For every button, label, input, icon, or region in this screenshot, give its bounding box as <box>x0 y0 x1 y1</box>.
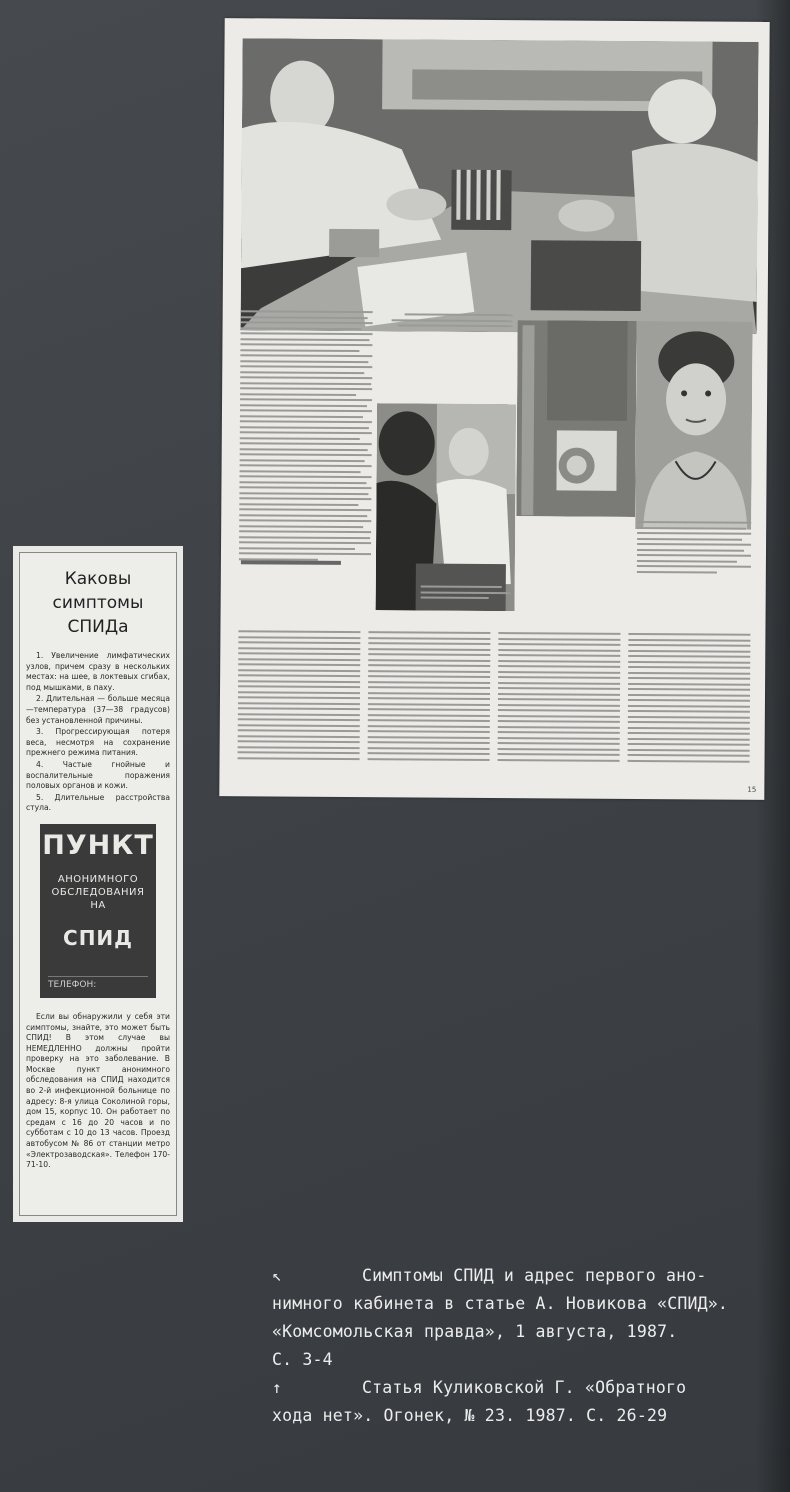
article-bottom-columns <box>237 630 750 784</box>
figure-captions <box>272 1262 772 1430</box>
punkt-subtitle-line: АНОНИМНОГО <box>57 873 139 885</box>
magazine-page <box>219 18 769 800</box>
heading-line: симптомы <box>52 593 144 613</box>
heading-line: СПИДа <box>67 617 129 637</box>
caption-text-lines <box>637 521 751 577</box>
clipping-body-text: Если вы обнаружили у себя эти симптомы, знайте, это может быть СПИД! В этом случае вы НЕМЕДЛЕННО должны пройти проверку на это заболевание. В Москве пункт анонимного обследования на СПИД находится во 2-й инфекционной больнице по адресу: 8-я улица Соколиной горы, дом 15, корпус 10. Он работает по средам с 16 до 20 часов и по субботам с 10 до 13 часов. Проезд автобусом № 86 от станции метро «Электрозаводская». Телефон 170-71-10. <box>26 1011 170 1170</box>
caption-line: «Комсомольская правда», 1 августа, 1987. <box>272 1322 678 1341</box>
clipping-frame <box>19 552 177 1216</box>
punkt-title: ПУНКТ <box>42 829 154 861</box>
symptom-item: 2. Длительная — больше месяца—температура (37—38 градусов) без установленной причины. <box>26 694 170 725</box>
portrait-caption <box>637 521 752 618</box>
clipping-heading <box>26 567 170 639</box>
doctor-caption <box>421 585 511 612</box>
arrow-up-icon: ↑ <box>272 1378 282 1397</box>
punkt-subtitle-line: НА <box>90 899 106 911</box>
symptom-item: 4. Частые гнойные и воспалительные поражения половых органов и кожи. <box>26 759 170 791</box>
punkt-phone-label: ТЕЛЕФОН: <box>48 976 148 990</box>
punkt-subtitle <box>40 873 156 912</box>
article-column <box>237 630 360 781</box>
article-column <box>497 632 620 783</box>
caption-clipping <box>272 1262 772 1374</box>
symptom-item: 5. Длительные расстройства стула. <box>26 792 170 813</box>
caption-line: Статья Куликовской Г. «Обратного <box>362 1378 687 1397</box>
punkt-notice-box <box>40 824 156 998</box>
photo-caption-top <box>377 313 513 398</box>
doctor-consultation-photo <box>376 403 516 611</box>
article-text-lines <box>239 310 373 564</box>
clinic-sign-photo <box>516 320 636 517</box>
caption-line: Симптомы СПИД и адрес первого ано- <box>362 1266 707 1285</box>
article-column <box>367 631 490 782</box>
arrow-up-left-icon: ↖ <box>272 1266 282 1285</box>
punkt-spid-word: СПИД <box>63 925 133 950</box>
caption-text-lines <box>421 585 511 602</box>
article-column-left <box>239 310 373 611</box>
symptoms-list <box>26 651 170 814</box>
caption-line: нимного кабинета в статье А. Новикова «СПИД». <box>272 1294 729 1313</box>
caption-text-lines <box>378 313 513 330</box>
newspaper-clipping <box>13 546 183 1222</box>
caption-magazine <box>272 1374 772 1430</box>
article-column <box>627 633 750 784</box>
caption-line: хода нет». Огонек, № 23. 1987. С. 26-29 <box>272 1406 668 1425</box>
article-subheading <box>241 560 341 565</box>
lab-photo <box>241 38 759 334</box>
punkt-subtitle-line: ОБСЛЕДОВАНИЯ <box>51 886 145 898</box>
heading-line: Каковы <box>64 569 132 589</box>
woman-portrait-photo <box>635 321 752 530</box>
symptom-item: 3. Прогрессирующая потеря веса, несмотря на сохранение прежнего режима питания. <box>26 727 170 758</box>
caption-line: С. 3-4 <box>272 1350 333 1369</box>
symptom-item: 1. Увеличение лимфатических узлов, причем сразу в нескольких местах: на шее, в локтевых сгибах, под мышками, в паху. <box>26 651 170 692</box>
magazine-page-number: 15 <box>747 785 757 794</box>
